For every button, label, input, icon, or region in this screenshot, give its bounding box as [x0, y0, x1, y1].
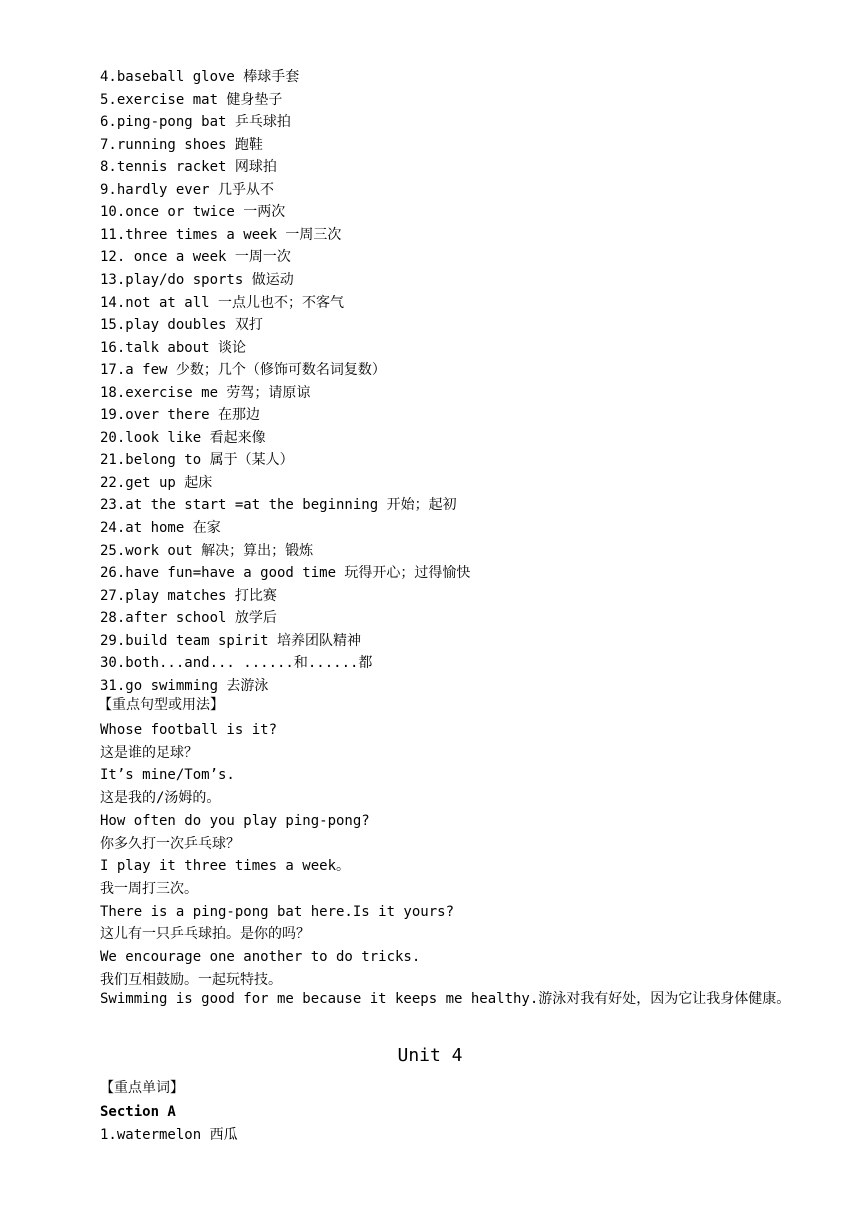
sentence-line: 这是我的/汤姆的。 — [100, 790, 221, 807]
vocab-item: 9.hardly ever 几乎从不 — [100, 181, 275, 198]
sentence-line: Whose football is it? — [100, 722, 278, 738]
vocab-item: 13.play/do sports 做运动 — [100, 271, 294, 288]
vocab-item: 27.play matches 打比赛 — [100, 587, 277, 604]
sentence-line: We encourage one another to do tricks. — [100, 949, 421, 965]
vocab-item: 23.at the start =at the beginning 开始；起初 — [100, 497, 457, 514]
unit4-first-word: 1.watermelon 西瓜 — [100, 1127, 238, 1143]
sentence-line: 我一周打三次。 — [100, 880, 198, 897]
vocab-item: 10.once or twice 一两次 — [100, 204, 286, 221]
vocab-item: 4.baseball glove 棒球手套 — [100, 69, 300, 85]
vocab-item: 8.tennis racket 网球拍 — [100, 159, 277, 176]
sentences-heading: 【重点句型或用法】 — [98, 697, 224, 713]
vocab-item: 12. once a week 一周一次 — [100, 249, 291, 266]
vocab-item: 30.both...and... ......和......都 — [100, 655, 373, 672]
vocab-item: 17.a few 少数；几个（修饰可数名词复数） — [100, 362, 386, 379]
vocab-item: 31.go swimming 去游泳 — [100, 677, 269, 694]
vocab-item: 25.work out 解决；算出；锻炼 — [100, 542, 314, 559]
vocab-item: 5.exercise mat 健身垫子 — [100, 91, 283, 108]
sentence-line: 我们互相鼓励。一起玩特技。 — [100, 971, 282, 988]
sentence-line: How often do you play ping-pong? — [100, 812, 370, 829]
vocab-item: 16.talk about 谈论 — [100, 339, 247, 356]
vocab-item: 7.running shoes 跑鞋 — [100, 136, 263, 153]
vocab-item: 22.get up 起床 — [100, 474, 213, 491]
sentence-line: 这是谁的足球？ — [100, 744, 198, 761]
sentence-line: 你多久打一次乒乓球？ — [100, 835, 240, 852]
vocab-item: 14.not at all 一点儿也不；不客气 — [100, 294, 345, 311]
vocab-item: 18.exercise me 劳驾；请原谅 — [100, 384, 311, 401]
section-label: Section A — [100, 1104, 176, 1120]
vocab-item: 6.ping-pong bat 乒乓球拍 — [100, 114, 291, 131]
vocab-item: 29.build team spirit 培养团队精神 — [100, 632, 362, 649]
vocab-item: 28.after school 放学后 — [100, 610, 277, 627]
sentence-line: 这儿有一只乒乓球拍。是你的吗？ — [100, 926, 310, 943]
sentence-line: It’s mine/Tom’s. — [100, 767, 235, 784]
vocab-item: 21.belong to 属于（某人） — [100, 452, 294, 469]
sentence-line: There is a ping-pong bat here.Is it yours? — [100, 903, 455, 920]
vocab-item: 20.look like 看起来像 — [100, 429, 266, 446]
vocab-item: 24.at home 在家 — [100, 520, 221, 536]
unit-title: Unit 4 — [397, 1045, 463, 1066]
vocab-item: 19.over there 在那边 — [100, 407, 261, 424]
vocab-item: 26.have fun=have a good time 玩得开心；过得愉快 — [100, 565, 471, 582]
vocab-item: 15.play doubles 双打 — [100, 317, 263, 334]
words-heading: 【重点单词】 — [100, 1080, 184, 1096]
vocab-item: 11.three times a week 一周三次 — [100, 226, 342, 243]
final-paragraph: Swimming is good for me because it keeps me healthy.游泳对我有好处，因为它让我身体健康。 — [100, 991, 791, 1007]
sentence-line: I play it three times a week。 — [100, 858, 351, 875]
